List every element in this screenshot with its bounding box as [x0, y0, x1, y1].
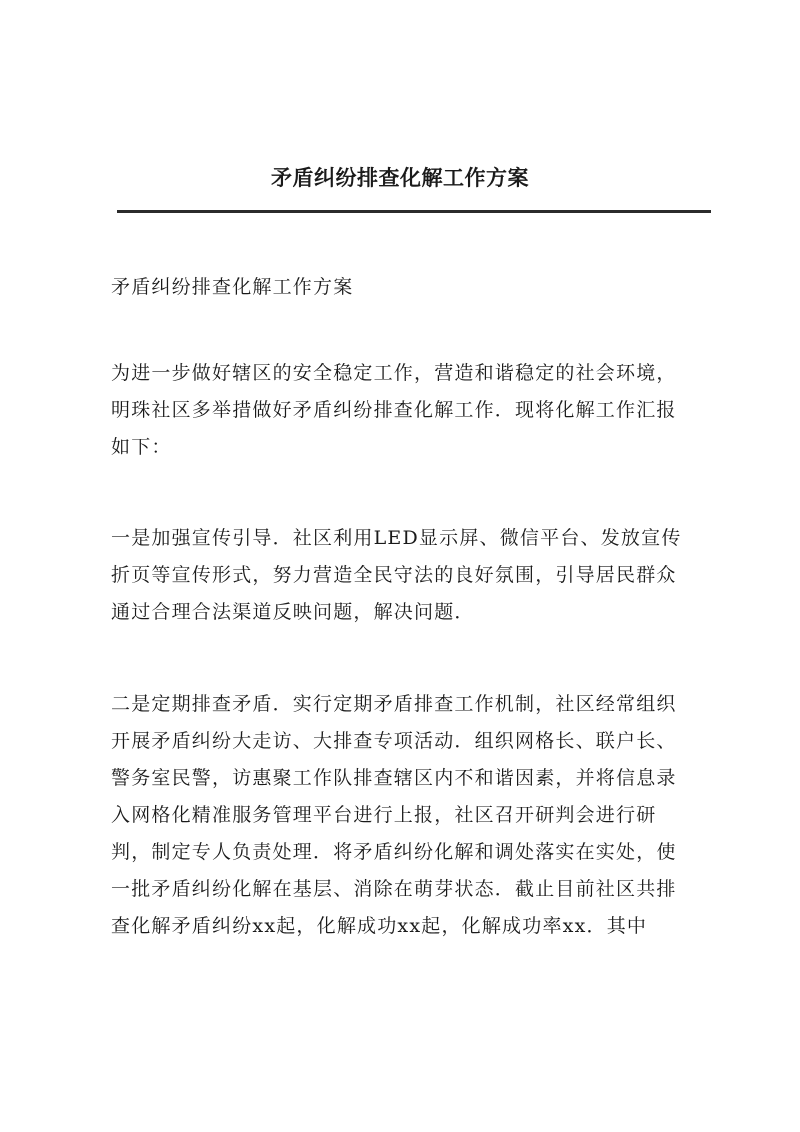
- document-title: 矛盾纠纷排查化解工作方案: [271, 165, 529, 190]
- paragraph-line: 一是加强宣传引导．社区利用LED显示屏、微信平台、发放宣传: [111, 527, 682, 549]
- paragraph-line: 如下：: [111, 436, 172, 458]
- paragraph-line: 警务室民警，访惠聚工作队排查辖区内不和谐因素，并将信息录: [111, 767, 677, 789]
- paragraph-intro: [111, 355, 711, 466]
- paragraph-line: 通过合理合法渠道反映问题，解决问题．: [111, 601, 475, 623]
- paragraph-publicity: [111, 520, 711, 631]
- paragraph-investigation: [111, 686, 711, 945]
- paragraph-line: 判，制定专人负责处理．将矛盾纠纷化解和调处落实在实处，使: [111, 841, 677, 863]
- paragraph-line: 明珠社区多举措做好矛盾纠纷排查化解工作．现将化解工作汇报: [111, 399, 677, 421]
- paragraph-line: 一批矛盾纠纷化解在基层、消除在萌芽状态．截止目前社区共排: [111, 878, 677, 900]
- paragraph-line: 开展矛盾纠纷大走访、大排查专项活动．组织网格长、联户长、: [111, 730, 677, 752]
- title-underline-rule: [117, 210, 711, 213]
- document-subtitle: 矛盾纠纷排查化解工作方案: [111, 276, 354, 298]
- paragraph-line: 入网格化精准服务管理平台进行上报，社区召开研判会进行研: [111, 804, 657, 826]
- paragraph-line: 二是定期排查矛盾．实行定期矛盾排查工作机制，社区经常组织: [111, 693, 677, 715]
- paragraph-line: 查化解矛盾纠纷xx起，化解成功xx起，化解成功率xx．其中: [111, 915, 648, 937]
- paragraph-line: 折页等宣传形式，努力营造全民守法的良好氛围，引导居民群众: [111, 564, 677, 586]
- paragraph-line: 为进一步做好辖区的安全稳定工作，营造和谐稳定的社会环境，: [111, 362, 677, 384]
